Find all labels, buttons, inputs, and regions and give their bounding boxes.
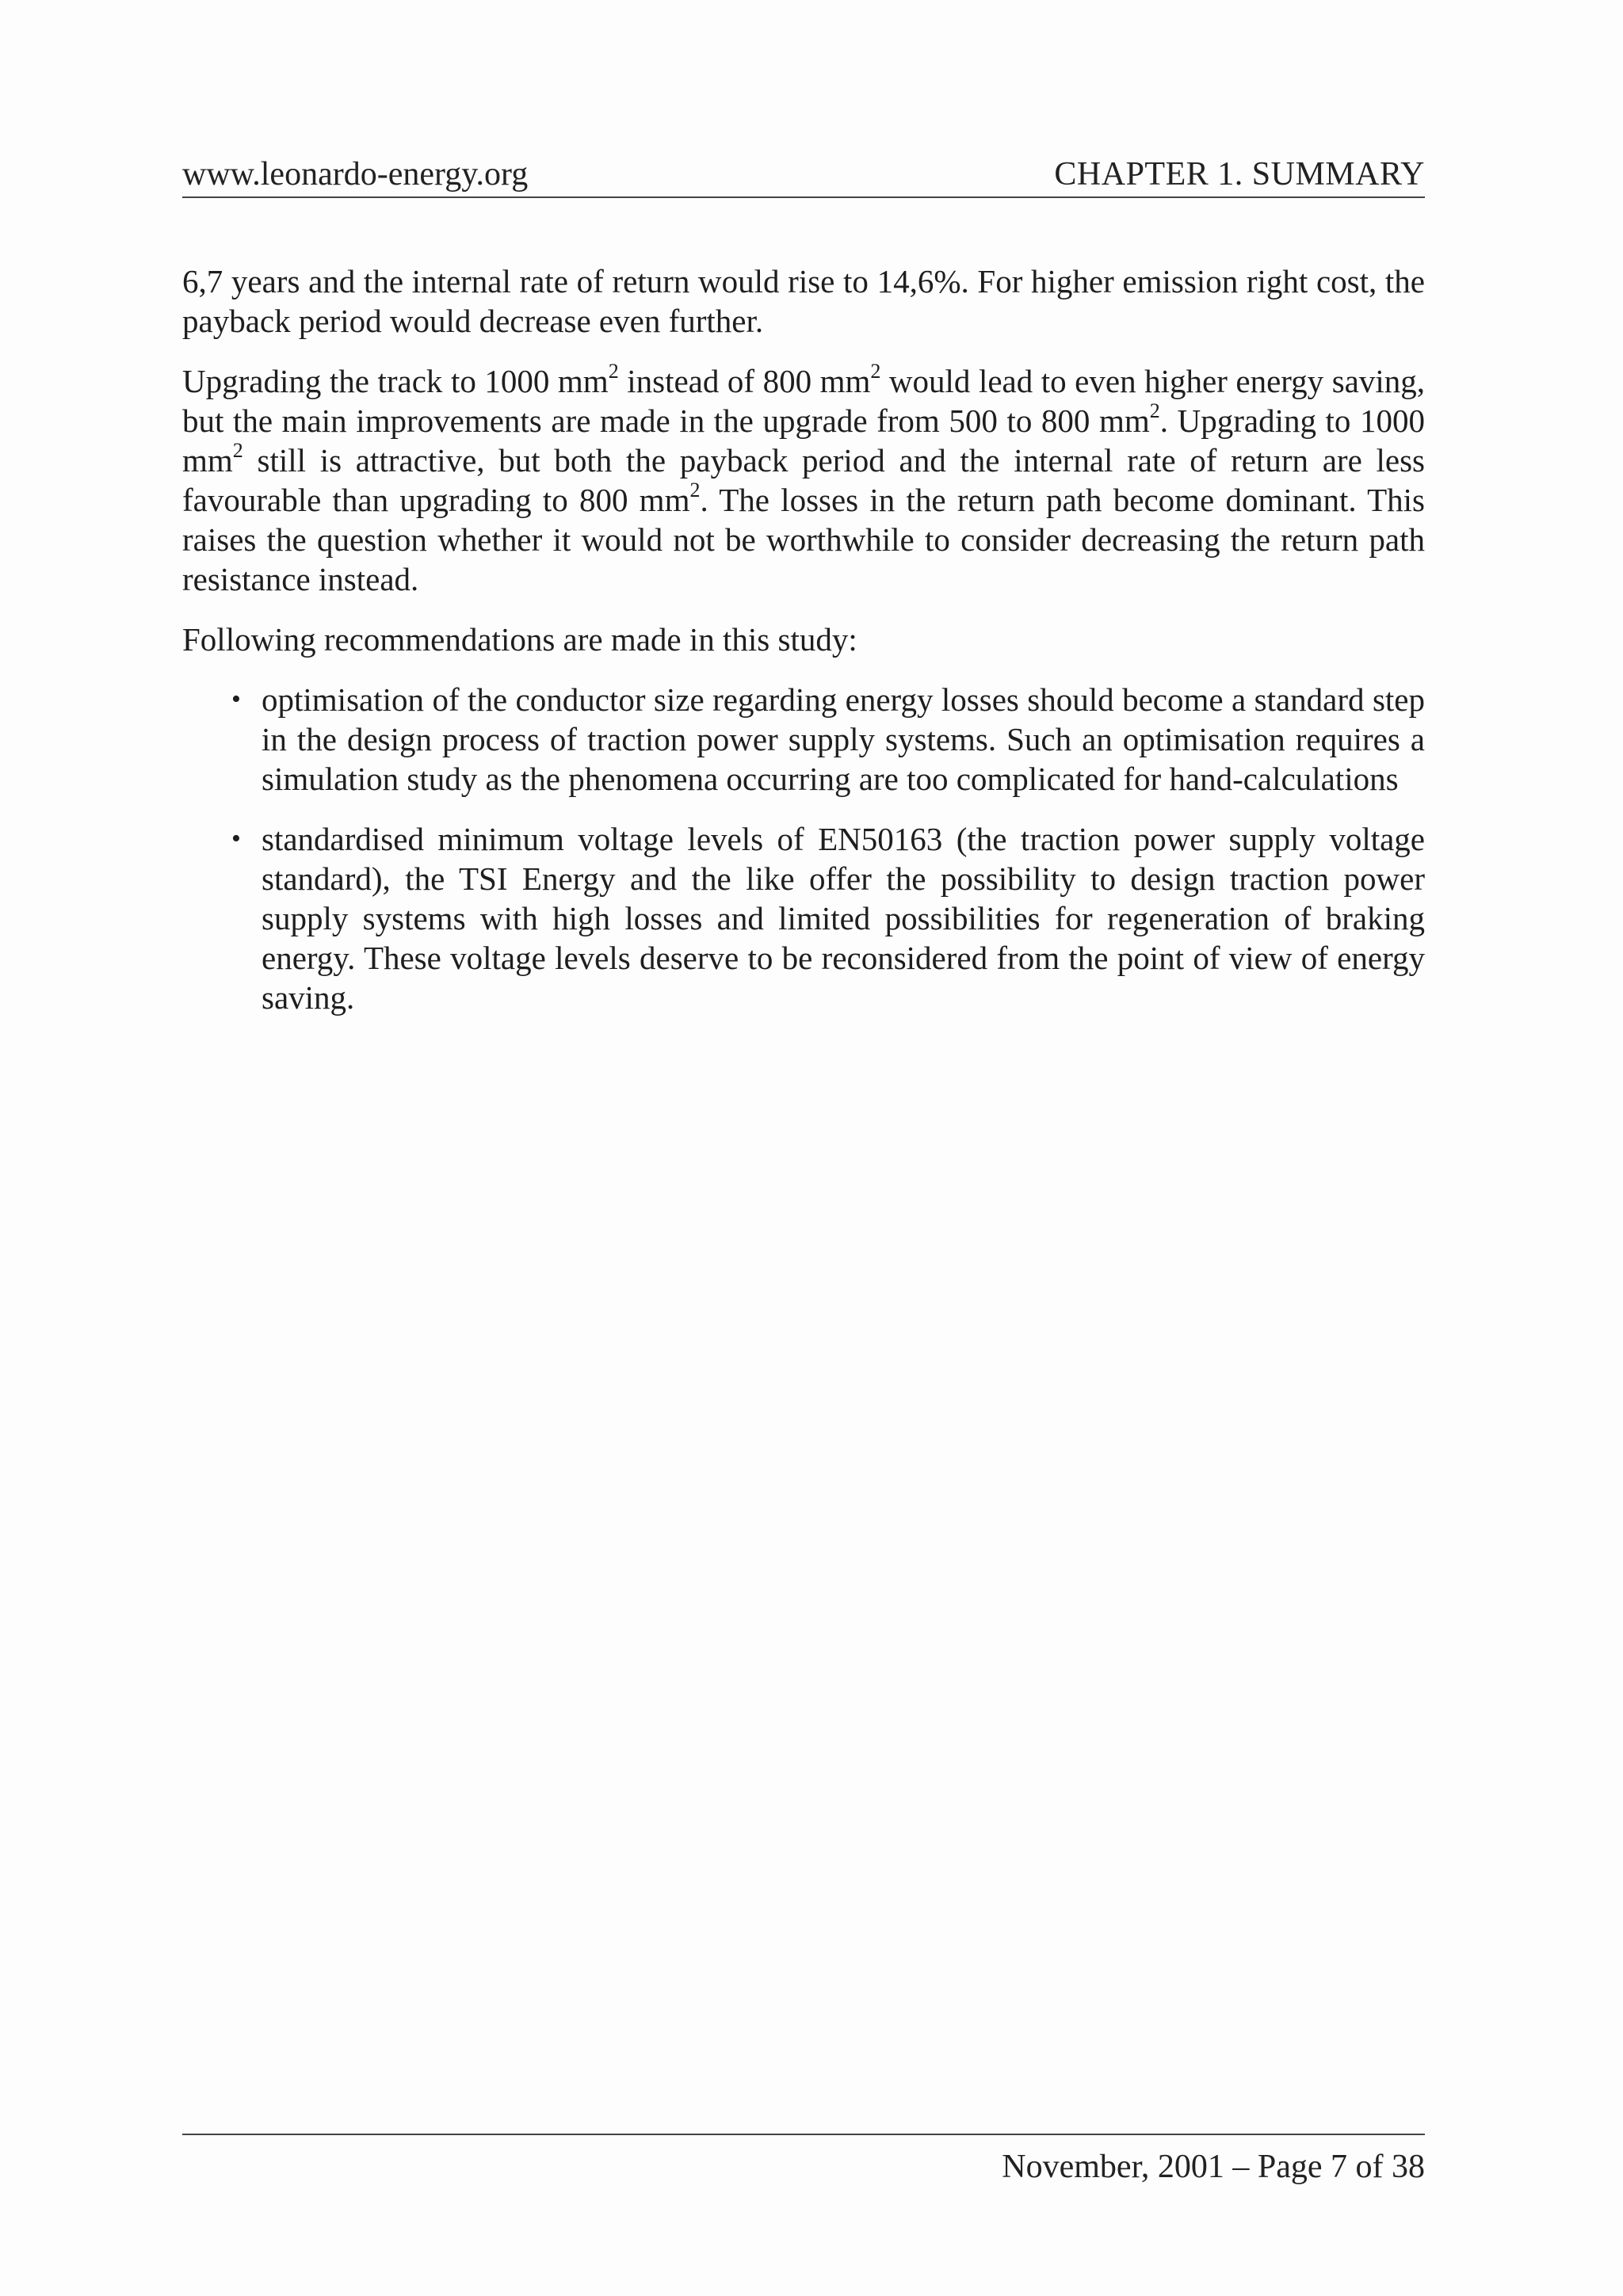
paragraph-payback: 6,7 years and the internal rate of return would rise to 14,6%. For higher emission right cost, the payback period would decrease even further. — [182, 263, 1425, 339]
paragraph-upgrading-text-3: would lead to even higher energy saving, but the main improvements are made in the upgrade from 500 to 800 mm — [182, 363, 1425, 439]
superscript-2: 2 — [689, 479, 701, 502]
paragraph-upgrading-text-2: instead of 800 mm — [618, 363, 871, 399]
paragraph-upgrading-text-5: still is attractive, but both the payback period and the internal rate of return are less favourable than upgrading to 800 mm — [182, 442, 1425, 518]
superscript-2: 2 — [608, 360, 619, 383]
recommendations-list — [182, 680, 1425, 1017]
paragraph-recommendations-intro: Following recommendations are made in this study: — [182, 621, 857, 658]
superscript-2: 2 — [870, 360, 881, 383]
list-item-text: optimisation of the conductor size regarding energy losses should become a standard step in the design process of traction power supply systems. Such an optimisation requires a simulation study as the phenomena occurring are too complicated for hand-calculations — [262, 681, 1425, 797]
header-chapter-title: CHAPTER 1. SUMMARY — [1054, 156, 1425, 193]
main-content — [182, 261, 1425, 1038]
header-website: www.leonardo-energy.org — [182, 156, 529, 193]
bullet-icon: • — [231, 824, 241, 853]
running-header — [182, 152, 1425, 198]
footer-page-info: November, 2001 – Page 7 of 38 — [1002, 2149, 1425, 2185]
paragraph-upgrading — [182, 361, 1425, 599]
paragraph-upgrading-text-1: Upgrading the track to 1000 mm — [182, 363, 609, 399]
paragraph-upgrading-text-4: . Upgrading to 1000 mm — [182, 402, 1426, 479]
running-footer — [182, 2134, 1425, 2189]
superscript-2: 2 — [1149, 399, 1160, 422]
paragraph-upgrading-text-6: . The losses in the return path become dominant. This raises the question whether it would not be worthwhile to consider decreasing the return path resistance instead. — [182, 482, 1425, 597]
bullet-icon: • — [231, 685, 241, 714]
list-item — [182, 819, 1425, 1017]
superscript-2: 2 — [232, 439, 243, 462]
list-item — [182, 680, 1425, 799]
list-item-text: standardised minimum voltage levels of EN50163 (the traction power supply voltage standard), the TSI Energy and the like offer the possibility to design traction power supply systems with high losses and limited possibilities for regeneration of braking energy. These voltage levels deserve to be reconsidered from the point of view of energy saving. — [262, 821, 1425, 1016]
